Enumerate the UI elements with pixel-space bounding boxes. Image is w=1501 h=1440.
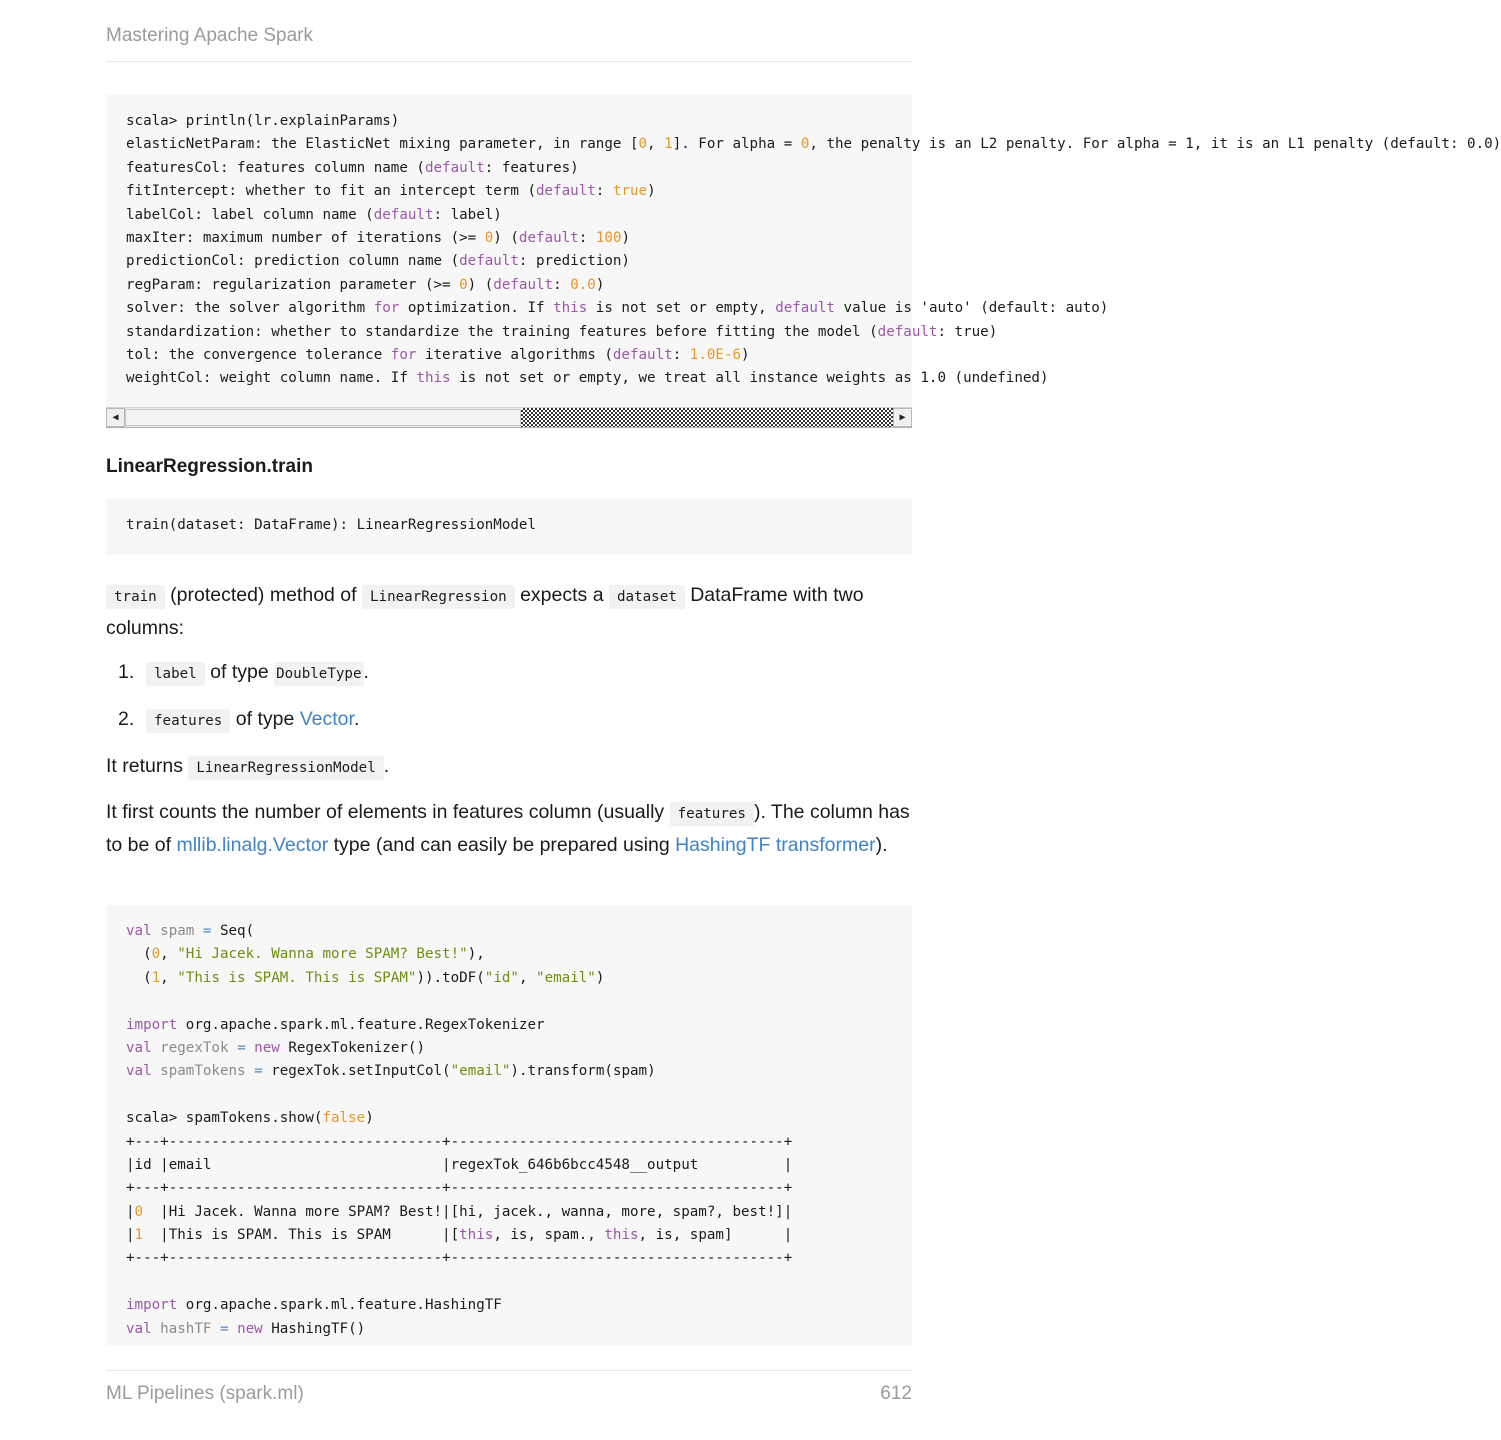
code-token: = <box>237 1039 246 1056</box>
code-token: "email" <box>536 969 596 986</box>
code-token <box>229 1321 238 1337</box>
code-block-spam-example <box>106 905 912 1345</box>
code-token: new <box>254 1039 280 1056</box>
code-token: this <box>459 1227 494 1244</box>
code-token: ( <box>126 946 152 963</box>
page-footer <box>106 1370 912 1417</box>
chapter-title: ML Pipelines (spark.ml) <box>106 1383 304 1404</box>
code-token: ) <box>741 346 750 363</box>
hashingtf-link[interactable]: HashingTF transformer <box>675 833 876 856</box>
code-token: "This is SPAM. This is SPAM" <box>177 969 417 986</box>
code-token: this <box>416 370 451 387</box>
code-token: 0 <box>800 136 810 153</box>
code-token: fitIntercept: whether to fit an intercept term ( <box>126 183 536 200</box>
code-token: this <box>553 300 588 317</box>
code-token: , the penalty is an L2 penalty. For alpha = 1, it is an L1 penalty (default: 0.0) <box>809 136 1501 153</box>
code-token: 0 <box>134 1203 144 1220</box>
code-token: val <box>126 1063 152 1080</box>
code-token: , is, spam., <box>493 1227 605 1244</box>
text: of type <box>230 708 300 730</box>
code-token: ]. For alpha = <box>672 136 801 153</box>
code-token: hashTF <box>160 1320 212 1337</box>
code-token: default <box>373 206 434 223</box>
scrollbar-thumb[interactable] <box>125 409 521 426</box>
code-line <box>126 227 912 250</box>
code-token: ) <box>595 969 605 986</box>
code-token: ) <box>647 183 656 200</box>
code-line <box>126 297 1109 320</box>
inline-code: LinearRegressionModel <box>188 756 383 780</box>
text: type (and can easily be prepared using <box>328 833 676 856</box>
code-token: ) ( <box>493 229 519 246</box>
code-token: default <box>518 229 579 246</box>
code-token: new <box>237 1320 263 1337</box>
code-token: import <box>126 1016 178 1033</box>
code-token <box>246 1040 255 1056</box>
code-line <box>126 1224 912 1247</box>
inline-code: label <box>146 662 205 686</box>
code-token: import <box>126 1297 178 1314</box>
code-token: HashingTF() <box>262 1320 366 1337</box>
code-token: "Hi Jacek. Wanna more SPAM? Best!" <box>177 946 468 963</box>
code-token: featuresCol: features column name ( <box>126 159 425 176</box>
code-token <box>229 1040 238 1056</box>
text: . <box>383 755 390 777</box>
mllib-vector-link[interactable]: mllib.linalg.Vector <box>176 833 329 856</box>
code-token: 0 <box>638 136 648 153</box>
code-token: val <box>126 923 152 939</box>
code-token: : <box>595 183 613 200</box>
code-token: is not set or empty, we treat all instance weights as 1.0 (undefined) <box>450 370 1049 387</box>
code-token: 0 <box>484 229 494 246</box>
code-token: default <box>775 300 835 317</box>
code-token: : label) <box>433 206 502 223</box>
code-token: this <box>604 1227 639 1244</box>
code-token: : true) <box>937 323 998 340</box>
code-token: predictionCol: prediction column name ( <box>126 253 460 270</box>
code-token: false <box>322 1110 366 1127</box>
text: DataFrame with two columns: <box>106 584 864 639</box>
inline-code: LinearRegression <box>362 585 515 609</box>
book-title: Mastering Apache Spark <box>106 25 314 46</box>
code-token <box>152 923 161 939</box>
code-token: +---+--------------------------------+---------------------------------------+ <box>126 1180 793 1197</box>
code-lines <box>126 514 912 537</box>
code-token: scala> spamTokens.show( <box>126 1110 323 1127</box>
code-line <box>126 1294 912 1317</box>
code-token: : <box>672 346 690 363</box>
code-token: scala> println(lr.explainParams) <box>126 113 400 129</box>
code-token: Seq( <box>211 923 255 939</box>
code-token: weightCol: weight column name. If <box>126 370 417 387</box>
horizontal-scrollbar[interactable] <box>106 407 912 428</box>
code-token: : <box>553 276 571 293</box>
code-block-explain-params[interactable] <box>106 95 1501 429</box>
list-number: 2. <box>118 708 135 730</box>
code-token: default <box>612 346 673 363</box>
code-token: spam <box>160 923 195 939</box>
code-token: org.apache.spark.ml.feature.RegexTokenizer <box>177 1016 545 1033</box>
inline-code: features <box>670 802 754 826</box>
code-token: : <box>578 229 596 246</box>
code-token: 1 <box>151 969 161 986</box>
code-token: spamTokens <box>160 1063 246 1080</box>
code-token <box>194 923 203 939</box>
code-token: 0 <box>151 946 161 963</box>
list-item <box>106 704 912 736</box>
text: . <box>353 708 360 730</box>
text: (protected) method of <box>164 584 362 606</box>
paragraph-train-description <box>106 580 912 643</box>
code-token: = <box>254 1063 263 1080</box>
text: ). <box>875 833 888 856</box>
code-line <box>126 1201 912 1224</box>
text: ). The column has to be of <box>106 801 910 856</box>
code-token: , is, spam] | <box>638 1227 793 1244</box>
code-line <box>126 367 1049 390</box>
scroll-left-arrow-icon[interactable]: ◀ <box>106 408 125 427</box>
code-token: : features) <box>484 159 579 176</box>
code-token: +---+--------------------------------+---------------------------------------+ <box>126 1250 793 1267</box>
code-token <box>211 1321 220 1337</box>
code-token: value is 'auto' (default: auto) <box>834 300 1109 317</box>
paragraph-returns <box>106 751 912 784</box>
code-token: 0 <box>459 276 468 293</box>
text: It first counts the number of elements in features column (usually <box>106 801 670 823</box>
code-token: tol: the convergence tolerance <box>126 346 391 363</box>
code-block-train-signature <box>106 499 912 555</box>
code-token: 0.0 <box>570 276 596 293</box>
page-header <box>106 22 912 62</box>
code-token: org.apache.spark.ml.feature.HashingTF <box>177 1297 502 1314</box>
inline-code: dataset <box>609 585 685 609</box>
code-line <box>126 133 1501 156</box>
code-token <box>152 1063 161 1079</box>
code-line <box>126 920 912 943</box>
code-line <box>126 1154 912 1177</box>
code-token: |This is SPAM. This is SPAM |[ <box>143 1227 460 1244</box>
code-line <box>126 1271 912 1294</box>
code-token: true <box>612 183 648 200</box>
code-token: regexTok <box>160 1039 229 1056</box>
page-number: 612 <box>880 1383 912 1404</box>
code-token: , <box>160 946 178 963</box>
code-line <box>126 1247 912 1270</box>
code-token: 1 <box>134 1227 144 1244</box>
text: It returns <box>106 755 189 777</box>
code-token: = <box>219 1320 229 1337</box>
inline-code: DoubleType <box>274 662 363 686</box>
code-token: "id" <box>484 969 519 986</box>
code-line <box>126 967 912 990</box>
code-token: "email" <box>450 1063 511 1080</box>
code-token <box>246 1063 255 1079</box>
code-token: default <box>459 253 519 270</box>
code-lines <box>126 110 1501 391</box>
code-line <box>126 1060 912 1083</box>
code-token: | <box>126 1203 135 1220</box>
code-line <box>126 1084 912 1107</box>
code-token: regParam: regularization parameter (>= <box>126 276 460 293</box>
code-line <box>126 990 912 1013</box>
code-token: default <box>493 276 554 293</box>
code-token <box>152 1321 161 1337</box>
code-token: ) ( <box>467 276 494 293</box>
code-token: val <box>126 1320 152 1337</box>
code-token: )).toDF( <box>416 969 485 986</box>
code-token: elasticNetParam: the ElasticNet mixing parameter, in range [ <box>126 136 639 153</box>
section-title: LinearRegression.train <box>106 456 313 477</box>
code-token: |Hi Jacek. Wanna more SPAM? Best!|[hi, jacek., wanna, more, spam?, best!]| <box>143 1203 793 1220</box>
code-line <box>126 344 912 367</box>
code-token: default <box>877 323 938 340</box>
code-token: : prediction) <box>518 253 630 270</box>
code-token: ) <box>621 229 630 246</box>
code-token: default <box>536 183 596 200</box>
code-token: iterative algorithms ( <box>416 346 613 363</box>
code-line <box>126 250 912 273</box>
code-token: default <box>424 159 485 176</box>
code-line <box>126 1037 912 1060</box>
code-token: , <box>518 969 537 986</box>
code-token: , <box>160 969 178 986</box>
code-line <box>126 1177 912 1200</box>
code-line <box>126 943 912 966</box>
scrollbar-track[interactable] <box>521 408 893 427</box>
code-token <box>152 1040 161 1056</box>
list-number: 1. <box>118 661 135 683</box>
code-token: ( <box>126 969 152 986</box>
paragraph-features-column <box>106 797 912 860</box>
code-token: 100 <box>595 229 622 246</box>
text: of type <box>204 661 275 683</box>
code-line: train(dataset: DataFrame): LinearRegressionModel <box>126 517 536 533</box>
code-token: RegexTokenizer() <box>279 1039 425 1056</box>
code-line <box>126 180 912 203</box>
code-token: for <box>390 346 417 363</box>
code-line <box>126 157 912 180</box>
code-lines <box>126 920 912 1341</box>
code-token: |id |email |regexTok_646b6bcc4548__output | <box>126 1156 793 1173</box>
code-token: optimization. If <box>399 300 554 317</box>
text: . <box>363 661 369 683</box>
code-token: , <box>647 136 665 153</box>
code-token: solver: the solver algorithm <box>126 300 374 317</box>
inline-code: features <box>146 709 230 733</box>
code-token: val <box>126 1039 152 1056</box>
code-token: ).transform(spam) <box>510 1063 656 1080</box>
scroll-right-arrow-icon[interactable]: ▶ <box>893 408 912 427</box>
code-token: 1 <box>664 136 673 153</box>
code-token: 1.0E-6 <box>689 346 742 363</box>
code-token: ) <box>595 276 605 293</box>
code-token: is not set or empty, <box>587 300 776 317</box>
code-token: standardization: whether to standardize the training features before fitting the model ( <box>126 323 878 340</box>
code-token: for <box>373 300 400 317</box>
code-line <box>126 1318 912 1341</box>
code-line <box>126 321 998 344</box>
code-line <box>126 1014 912 1037</box>
list-item <box>106 657 912 689</box>
code-token: = <box>202 923 212 939</box>
vector-link[interactable]: Vector <box>299 708 354 730</box>
code-line <box>126 110 912 133</box>
code-token: maxIter: maximum number of iterations (>= <box>126 229 485 246</box>
code-token: ) <box>365 1110 374 1127</box>
code-token: regexTok.setInputCol( <box>262 1063 451 1080</box>
code-token: +---+--------------------------------+---------------------------------------+ <box>126 1133 793 1150</box>
code-line <box>126 1107 912 1130</box>
code-line <box>126 1131 912 1154</box>
text: expects a <box>514 584 609 606</box>
code-token: labelCol: label column name ( <box>126 206 374 223</box>
code-token: ), <box>467 946 485 963</box>
code-line <box>126 274 912 297</box>
inline-code: train <box>106 585 165 609</box>
code-line <box>126 204 912 227</box>
code-token: | <box>126 1227 135 1244</box>
